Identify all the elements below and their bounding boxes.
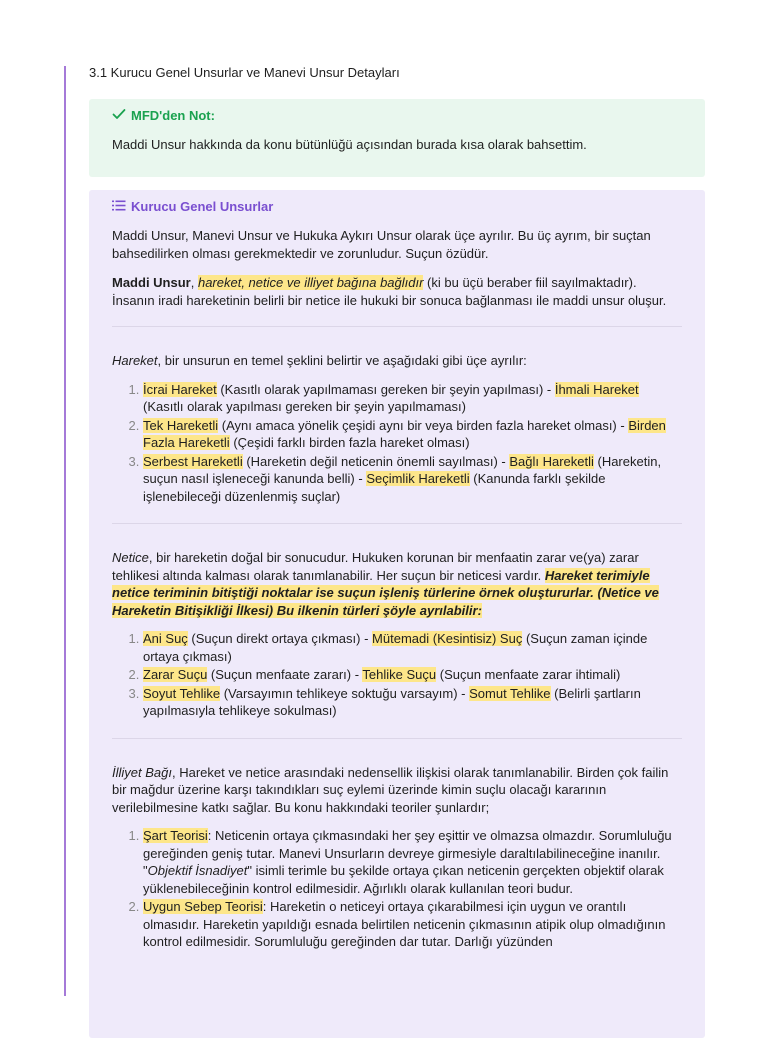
- illiyet-term: İlliyet Bağı: [112, 764, 172, 780]
- term-highlight: Serbest Hareketli: [143, 453, 243, 469]
- term-desc: (Suçun menfaate zarar ihtimali): [436, 667, 621, 682]
- list-item: [143, 381, 682, 416]
- term-desc: (Varsayımın tehlikeye soktuğu varsayım) -: [220, 685, 470, 701]
- maddi-rest: (ki bu üçü beraber fiil sayılmaktadır). İnsanın iradi hareketinin belirli bir netice ile hukuki bir sonuca bağlanması ile maddi unsur oluşur.: [112, 275, 667, 308]
- term-desc: (Kanunda farklı şekilde işlenebileceği düzenlenmiş suçlar): [143, 471, 606, 504]
- term-highlight: Ani Suç: [143, 631, 188, 646]
- illiyet-paragraph: [112, 764, 682, 817]
- term-emphasis: Objektif İsnadiyet: [147, 863, 248, 878]
- maddi-paragraph: [112, 274, 682, 309]
- list-item: [143, 417, 682, 452]
- term-desc: (Suçun zaman içinde ortaya çıkması): [143, 631, 648, 664]
- section-title: 3.1 Kurucu Genel Unsurlar ve Manevi Unsur Detayları: [89, 65, 400, 80]
- list-icon: [112, 198, 126, 216]
- netice-paragraph: [112, 549, 682, 619]
- term-highlight: Somut Tehlike: [469, 685, 551, 701]
- term-highlight: Soyut Tehlike: [143, 685, 221, 701]
- intro-paragraph: Maddi Unsur, Manevi Unsur ve Hukuka Aykırı Unsur olarak üçe ayrılır. Bu üç ayrım, bir suçtan bahsedilirken olması gerekmektedir ve zorunludur. Suçun özüdür.: [112, 228, 651, 261]
- netice-text: , bir hareketin doğal bir sonucudur. Hukuken korunan bir menfaatin zarar ve(ya) zarar tehlikesi altında kalması olarak tanımlanabilir. Her suçun bir neticesi vardır.: [112, 550, 639, 583]
- term-highlight: Zarar Suçu: [143, 667, 208, 682]
- list-item: [143, 898, 682, 951]
- info-callout: [89, 190, 705, 1038]
- maddi-highlight: hareket, netice ve illiyet bağına bağlıdır: [197, 275, 424, 290]
- list-item: [143, 453, 682, 506]
- list-item: [143, 827, 682, 897]
- netice-list: [112, 630, 682, 720]
- list-item: [143, 630, 682, 665]
- divider: [112, 326, 682, 327]
- hareket-paragraph: [112, 352, 682, 370]
- section-left-border: [64, 66, 66, 996]
- term-desc: (Hareketin, suçun nasıl işleneceği kanunda belli) -: [143, 453, 662, 486]
- term-desc: (Hareketin değil neticenin önemli sayılması) -: [242, 453, 510, 469]
- list-item: [143, 685, 682, 720]
- term-desc: (Belirli şartların yapılmasıyla tehlikeye sokulması): [143, 685, 641, 718]
- callout-header: [112, 198, 682, 216]
- term-desc: (Kasıtlı olarak yapılmaması gereken bir şeyin yapılması) -: [216, 381, 555, 397]
- term-highlight: Seçimlik Hareketli: [366, 471, 470, 486]
- hareket-term: Hareket: [112, 353, 158, 368]
- content: [89, 64, 705, 1038]
- callout-title: Kurucu Genel Unsurlar: [131, 199, 274, 214]
- hareket-text: , bir unsurun en temel şeklini belirtir ve aşağıdaki gibi üçe ayrılır:: [157, 353, 527, 368]
- hareket-list: [112, 381, 682, 506]
- term-desc: : Hareketin o neticeyi ortaya çıkarabilmesi için uygun ve orantılı olmasıdır. Hareketin yapıldığı esnada belirtilen neticenin çıkmasının atipik olup olmadığının kontrol edilmesidir. Sorumluluğu gereğinden dar tutar. Darlığı yüzünden: [143, 899, 666, 949]
- note-title: MFD'den Not:: [131, 108, 215, 123]
- term-highlight: Birden Fazla Hareketli: [143, 417, 666, 450]
- check-icon: [112, 107, 126, 125]
- term-desc: : Neticenin ortaya çıkmasındaki her şey eşittir ve olmazsa olmazdır. Sorumluluğu gereğinden geniş tutar. Manevi Unsurların devreye girmesiyle daraltılabilineceğine inanılır. ": [143, 828, 672, 878]
- note-header: [112, 107, 682, 125]
- term-highlight: Uygun Sebep Teorisi: [143, 899, 263, 914]
- maddi-term: Maddi Unsur: [112, 275, 191, 290]
- note-callout: [89, 99, 705, 177]
- term-desc: (Aynı amaca yönelik çeşidi aynı bir veya birden fazla hareket olması) -: [218, 417, 629, 433]
- netice-highlight: Hareket terimiyle netice teriminin bitiştiği noktalar ise suçun işleniş türlerine örnek oluştururlar. (Netice ve Hareketin Bitişikliği İlkesi) Bu ilkenin türleri şöyle ayrılabilir:: [112, 567, 659, 618]
- term-highlight: Mütemadi (Kesintisiz) Suç: [372, 631, 523, 646]
- term-desc: (Kasıtlı olarak yapılması gereken bir şeyin yapılmaması): [143, 399, 466, 414]
- maddi-comma: ,: [190, 275, 198, 290]
- term-highlight: Tek Hareketli: [143, 417, 219, 433]
- term-highlight: Tehlike Suçu: [362, 667, 437, 682]
- term-desc: (Suçun direkt ortaya çıkması) -: [187, 631, 373, 646]
- illiyet-list: [112, 827, 682, 951]
- illiyet-text: , Hareket ve netice arasındaki nedensellik ilişkisi olarak tanımlanabilir. Birden çok failin bir mağdur üzerine karşı takındıkları suç eylemi üzerinde kimin suçlu olacağı kararının verilebilmesine katkı sağlar. Bu konu hakkındaki teoriler şunlardır;: [112, 764, 669, 815]
- term-highlight: İcrai Hareket: [143, 381, 217, 397]
- term-highlight: İhmali Hareket: [554, 381, 639, 397]
- term-desc: (Çeşidi farklı birden fazla hareket olması): [229, 435, 470, 450]
- note-body: Maddi Unsur hakkında da konu bütünlüğü açısından burada kısa olarak bahsettim.: [112, 137, 587, 152]
- term-highlight: Şart Teorisi: [143, 828, 208, 843]
- term-desc: " isimli terimle bu şekilde ortaya çıkan neticenin gerçekten objektif olarak yüklenebileceğinin kontrol edilmesidir. Ağırlıklı olarak kullanılan teori budur.: [143, 863, 664, 896]
- term-highlight: Bağlı Hareketli: [509, 453, 594, 469]
- divider: [112, 738, 682, 739]
- list-item: [143, 666, 682, 684]
- term-desc: (Suçun menfaate zararı) -: [207, 667, 363, 682]
- divider: [112, 523, 682, 524]
- netice-term: Netice: [112, 550, 149, 565]
